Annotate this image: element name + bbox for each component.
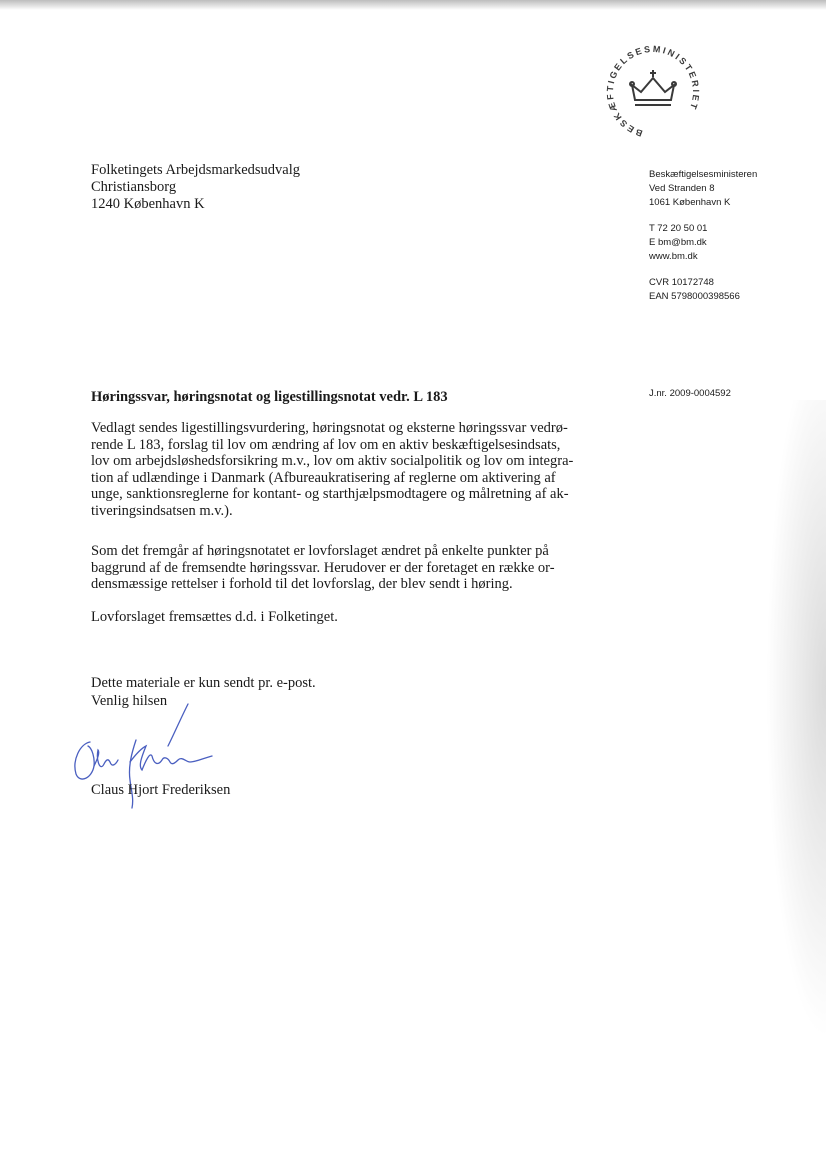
closing-greeting: Venlig hilsen: [91, 693, 168, 709]
recipient-line: Folketingets Arbejdsmarkedsudvalg: [91, 162, 301, 178]
journal-number: J.nr. 2009-0004592: [649, 388, 731, 399]
sender-city: 1061 København K: [649, 197, 731, 208]
scan-shadow: [766, 400, 826, 1040]
recipient-line: 1240 København K: [91, 196, 205, 212]
text-line: lov om arbejdsløshedsforsikring m.v., lov om aktiv socialpolitik og lov om integra-: [91, 453, 574, 469]
paragraph: [91, 543, 555, 593]
scan-top-edge: [0, 0, 826, 10]
paragraph: Lovforslaget fremsættes d.d. i Folketinget.: [91, 609, 338, 625]
text-line: tiveringsindsatsen m.v.).: [91, 502, 233, 519]
signer-name: Claus Hjort Frederiksen: [91, 782, 231, 798]
text-line: rende L 183, forslag til lov om ændring af lov om en aktiv beskæftigelsesindsats,: [91, 436, 561, 453]
text-line: baggrund af de fremsendte høringssvar. Herudover er der foretaget en række or-: [91, 559, 555, 576]
sender-name: Beskæftigelsesministeren: [649, 169, 758, 180]
svg-text:BESKÆFTIGELSESMINISTERIET: BESKÆFTIGELSESMINISTERIET: [604, 43, 702, 139]
crown-icon: [630, 70, 676, 105]
sender-phone: T 72 20 50 01: [649, 223, 708, 234]
paragraph: Dette materiale er kun sendt pr. e-post.: [91, 675, 316, 691]
sender-web: www.bm.dk: [649, 251, 698, 262]
text-line: unge, sanktionsreglerne for kontant- og starthjælpsmodtagere og målretning af ak-: [91, 486, 569, 502]
text-line: Vedlagt sendes ligestillingsvurdering, høringsnotat og eksterne høringssvar vedrø-: [91, 420, 568, 436]
ministry-seal-logo: [598, 40, 708, 144]
sender-street: Ved Stranden 8: [649, 183, 715, 194]
paragraph: [91, 420, 573, 519]
sender-block: [649, 168, 757, 304]
recipient-address: [91, 162, 300, 213]
letter-subject: Høringssvar, høringsnotat og ligestillingsnotat vedr. L 183: [91, 389, 448, 405]
recipient-line: Christiansborg: [91, 179, 177, 195]
text-line: tion af udlændinge i Danmark (Afbureaukratisering af reglerne om aktivering af: [91, 469, 556, 486]
sender-ean: EAN 5798000398566: [649, 291, 740, 302]
sender-email: E bm@bm.dk: [649, 237, 707, 248]
text-line: densmæssige rettelser i forhold til det lovforslag, der blev sendt i høring.: [91, 576, 513, 592]
text-line: Som det fremgår af høringsnotatet er lovforslaget ændret på enkelte punkter på: [91, 543, 549, 559]
sender-cvr: CVR 10172748: [649, 277, 714, 288]
